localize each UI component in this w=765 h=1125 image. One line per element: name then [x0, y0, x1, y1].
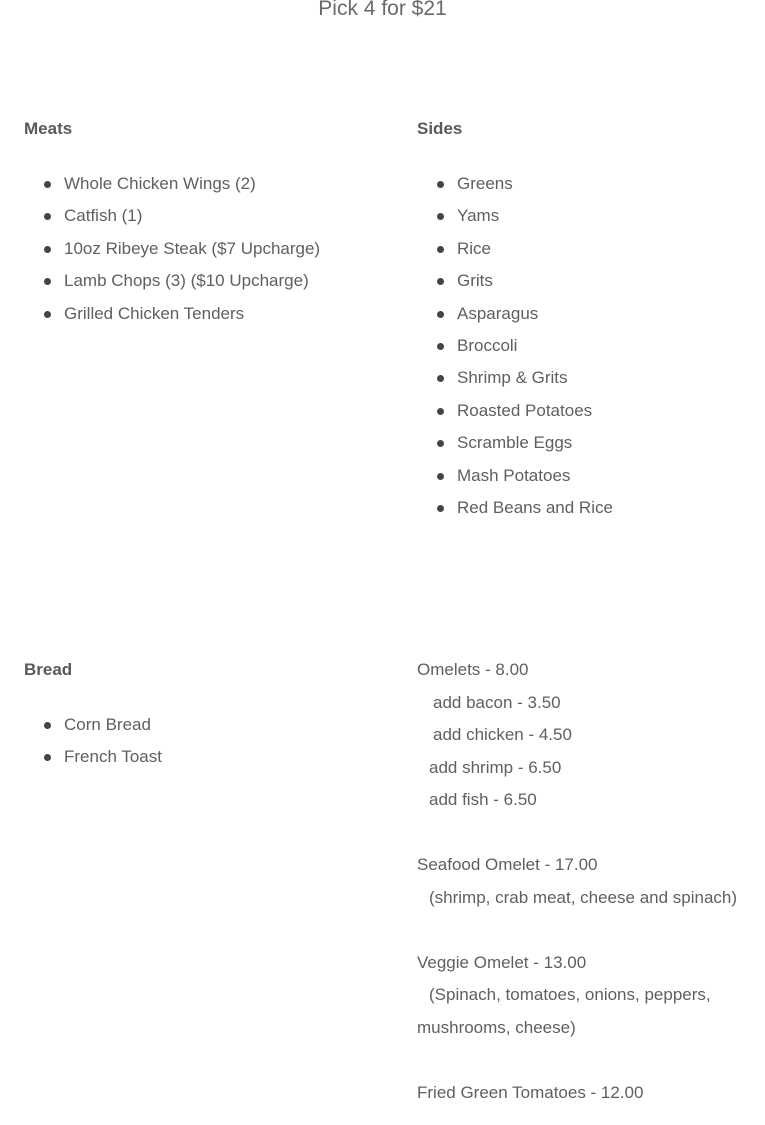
list-item: Greens — [417, 168, 757, 200]
sides-list — [417, 168, 757, 524]
veggie-omelet-description-cont: mushrooms, cheese) — [417, 1017, 576, 1037]
bread-list — [24, 709, 364, 774]
page-title: Pick 4 for $21 — [318, 0, 447, 20]
list-item: Corn Bread — [24, 709, 364, 741]
meats-heading: Meats — [24, 119, 73, 138]
spacer — [417, 817, 757, 850]
add-chicken-option: add chicken - 4.50 — [433, 725, 572, 744]
seafood-omelet-price: Seafood Omelet - 17.00 — [417, 855, 598, 874]
list-item: Mash Potatoes — [417, 460, 757, 492]
list-item: Yams — [417, 200, 757, 232]
veggie-omelet-description: (Spinach, tomatoes, onions, peppers, — [429, 985, 711, 1004]
list-item: Roasted Potatoes — [417, 395, 757, 427]
list-item: Scramble Eggs — [417, 427, 757, 459]
list-item: 10oz Ribeye Steak ($7 Upcharge) — [24, 233, 364, 265]
list-item: Grilled Chicken Tenders — [24, 298, 364, 330]
sides-section — [417, 118, 757, 524]
list-item: Lamb Chops (3) ($10 Upcharge) — [24, 265, 364, 297]
meats-list — [24, 168, 364, 330]
omelets-price: Omelets - 8.00 — [417, 660, 529, 679]
add-bacon-option: add bacon - 3.50 — [433, 692, 561, 712]
list-item: French Toast — [24, 741, 364, 773]
list-item: Shrimp & Grits — [417, 362, 757, 394]
spacer — [417, 914, 757, 947]
list-item: Whole Chicken Wings (2) — [24, 168, 364, 200]
spacer — [417, 1044, 757, 1077]
omelets-section — [417, 654, 757, 1109]
list-item: Catfish (1) — [24, 200, 364, 232]
list-item: Grits — [417, 265, 757, 297]
seafood-omelet-description: (shrimp, crab meat, cheese and spinach) — [429, 887, 738, 907]
list-item: Red Beans and Rice — [417, 492, 757, 524]
list-item: Rice — [417, 233, 757, 265]
meats-section — [24, 118, 364, 330]
add-shrimp-option: add shrimp - 6.50 — [429, 757, 562, 777]
sides-heading: Sides — [417, 119, 463, 138]
add-fish-option: add fish - 6.50 — [429, 790, 537, 809]
bread-heading: Bread — [24, 660, 73, 679]
veggie-omelet-price: Veggie Omelet - 13.00 — [417, 952, 587, 972]
bread-section — [24, 659, 364, 774]
list-item: Asparagus — [417, 298, 757, 330]
fried-green-tomatoes-price: Fried Green Tomatoes - 12.00 — [417, 1082, 644, 1102]
list-item: Broccoli — [417, 330, 757, 362]
